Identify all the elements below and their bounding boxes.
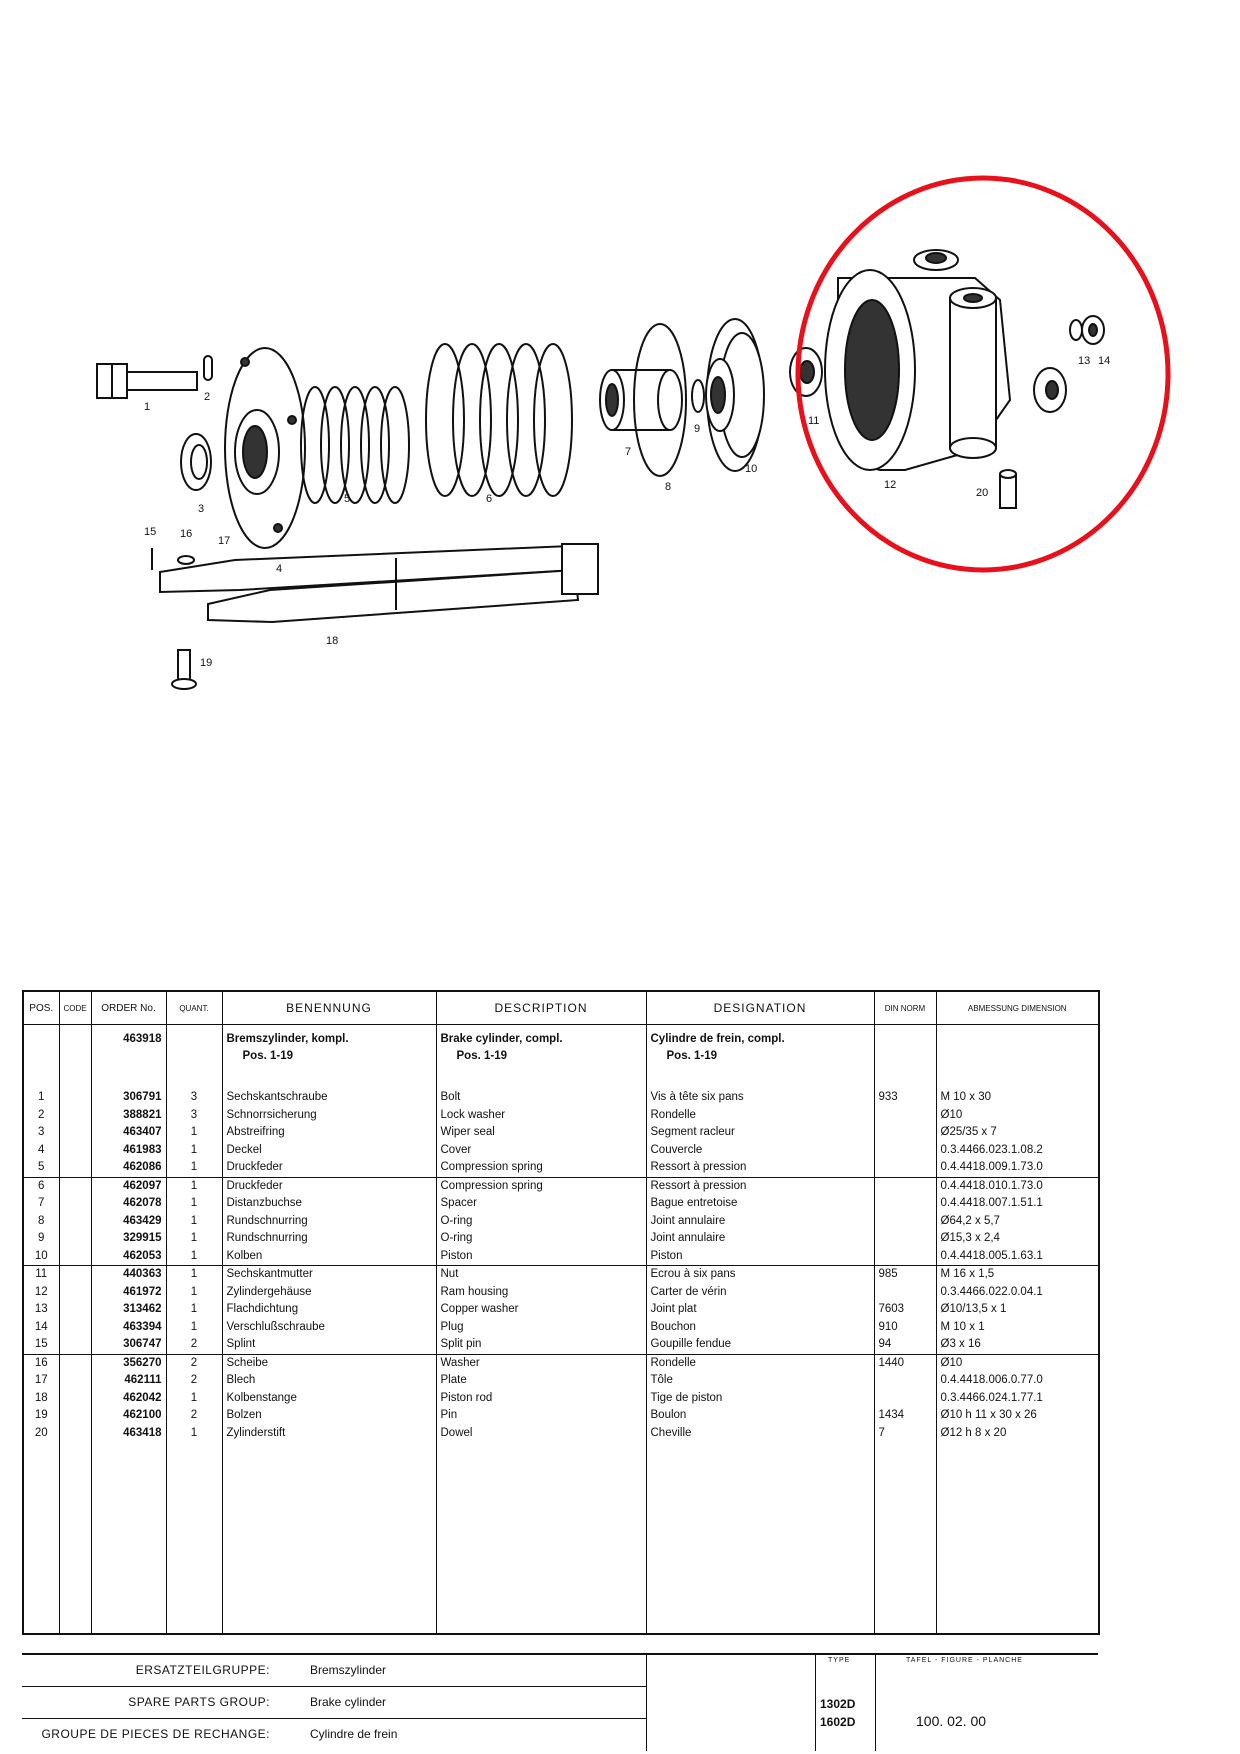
- dimension-cell: Ø10/13,5 x 1: [936, 1301, 1099, 1319]
- order-no-cell: 461983: [91, 1142, 166, 1160]
- table-header-row: [23, 991, 1099, 1025]
- din-cell: [874, 1142, 936, 1160]
- designation-cell: Piston: [646, 1248, 874, 1266]
- order-no-cell: 463394: [91, 1319, 166, 1337]
- footer-block: [22, 1653, 1098, 1751]
- benennung-cell: Zylindergehäuse: [222, 1284, 436, 1302]
- code-cell: [59, 1177, 91, 1195]
- din-cell: [874, 1390, 936, 1408]
- designation-cell: Bouchon: [646, 1319, 874, 1337]
- order-no-cell: 463407: [91, 1124, 166, 1142]
- order-no-cell: 313462: [91, 1301, 166, 1319]
- description-cell: Washer: [436, 1354, 646, 1372]
- table-row: [23, 1124, 1099, 1142]
- quantity-cell: 1: [166, 1177, 222, 1195]
- pos-cell: 20: [23, 1425, 59, 1443]
- pos-cell: 16: [23, 1354, 59, 1372]
- table-row: [23, 1336, 1099, 1354]
- code-cell: [59, 1107, 91, 1125]
- pos-cell: 13: [23, 1301, 59, 1319]
- benennung-cell: Sechskantmutter: [222, 1266, 436, 1284]
- din-cell: [874, 1107, 936, 1125]
- table-filler-row: [23, 1442, 1099, 1634]
- callout-label: 9: [694, 423, 701, 435]
- dimension-cell: 0.4.4418.007.1.51.1: [936, 1195, 1099, 1213]
- callout-label: 14: [1098, 355, 1111, 367]
- pos-cell: 7: [23, 1195, 59, 1213]
- description-cell: Pin: [436, 1407, 646, 1425]
- spare-parts-group-value-en: Brake cylinder: [310, 1695, 387, 1709]
- table-row: [23, 1372, 1099, 1390]
- benennung-cell: Druckfeder: [222, 1159, 436, 1177]
- order-no-cell: 462111: [91, 1372, 166, 1390]
- pos-cell: 14: [23, 1319, 59, 1337]
- description-cell: Ram housing: [436, 1284, 646, 1302]
- order-no-cell: 356270: [91, 1354, 166, 1372]
- copper-washer-part-13: [1070, 320, 1082, 340]
- dimension-cell: Ø3 x 16: [936, 1336, 1099, 1354]
- code-cell: [59, 1354, 91, 1372]
- dimension-cell: 0.3.4466.024.1.77.1: [936, 1390, 1099, 1408]
- benennung-cell: Schnorrsicherung: [222, 1107, 436, 1125]
- pos-cell: 5: [23, 1159, 59, 1177]
- plug-part-14: [1082, 316, 1104, 344]
- quantity-cell: 1: [166, 1425, 222, 1443]
- description-cell: O-ring: [436, 1230, 646, 1248]
- table-row: [23, 1177, 1099, 1195]
- dimension-cell: 0.4.4418.005.1.63.1: [936, 1248, 1099, 1266]
- code-cell: [59, 1159, 91, 1177]
- designation-cell: Goupille fendue: [646, 1336, 874, 1354]
- compression-spring-part-5: [301, 387, 409, 503]
- designation-cell: Vis à tête six pans: [646, 1089, 874, 1107]
- pos-cell: 15: [23, 1336, 59, 1354]
- quantity-cell: 3: [166, 1107, 222, 1125]
- callout-label: 15: [144, 526, 157, 538]
- o-ring-part-9: [692, 380, 704, 412]
- spare-parts-group-label-fr: GROUPE DE PIECES DE RECHANGE:: [41, 1727, 270, 1741]
- quantity-cell: 1: [166, 1213, 222, 1231]
- designation-cell: Rondelle: [646, 1107, 874, 1125]
- pos-cell: 18: [23, 1390, 59, 1408]
- spare-parts-group-value-fr: Cylindre de frein: [310, 1727, 398, 1741]
- order-no-cell: 462097: [91, 1177, 166, 1195]
- col-pos-header: POS.: [23, 991, 59, 1025]
- benennung-cell: Zylinderstift: [222, 1425, 436, 1443]
- code-cell: [59, 1266, 91, 1284]
- order-no-cell: 463418: [91, 1425, 166, 1443]
- type-label: TYPE: [828, 1657, 851, 1664]
- dimension-cell: 0.4.4418.006.0.77.0: [936, 1372, 1099, 1390]
- order-no-cell: 462042: [91, 1390, 166, 1408]
- quantity-cell: 1: [166, 1284, 222, 1302]
- quantity-cell: 1: [166, 1248, 222, 1266]
- pos-cell: 3: [23, 1124, 59, 1142]
- order-no-cell: 462078: [91, 1195, 166, 1213]
- plate-value: 100. 02. 00: [916, 1713, 987, 1729]
- quantity-cell: 1: [166, 1159, 222, 1177]
- callout-label: 5: [344, 493, 351, 505]
- assembly-pos-range: Pos. 1-19: [456, 1050, 507, 1062]
- description-cell: O-ring: [436, 1213, 646, 1231]
- table-row: [23, 1248, 1099, 1266]
- designation-cell: Segment racleur: [646, 1124, 874, 1142]
- col-order-header: ORDER No.: [91, 991, 166, 1025]
- benennung-cell: Abstreifring: [222, 1124, 436, 1142]
- dimension-cell: 0.3.4466.022.0.04.1: [936, 1284, 1099, 1302]
- col-dimension-header: ABMESSUNG DIMENSION: [936, 991, 1099, 1025]
- din-cell: [874, 1177, 936, 1195]
- code-cell: [59, 1195, 91, 1213]
- code-cell: [59, 1124, 91, 1142]
- din-cell: 94: [874, 1336, 936, 1354]
- code-cell: [59, 1390, 91, 1408]
- assembly-row: [23, 1025, 1099, 1090]
- order-no-cell: 462100: [91, 1407, 166, 1425]
- callout-label: 16: [180, 528, 193, 540]
- din-cell: [874, 1159, 936, 1177]
- quantity-cell: 2: [166, 1372, 222, 1390]
- code-cell: [59, 1089, 91, 1107]
- quantity-cell: 1: [166, 1390, 222, 1408]
- compression-spring-part-6: [426, 344, 572, 496]
- din-cell: 7: [874, 1425, 936, 1443]
- callout-label: 2: [204, 391, 211, 403]
- description-cell: Compression spring: [436, 1177, 646, 1195]
- din-cell: 910: [874, 1319, 936, 1337]
- benennung-cell: Sechskantschraube: [222, 1089, 436, 1107]
- benennung-cell: Distanzbuchse: [222, 1195, 436, 1213]
- description-cell: Piston: [436, 1248, 646, 1266]
- code-cell: [59, 1336, 91, 1354]
- description-cell: Plate: [436, 1372, 646, 1390]
- assembly-order-no: 463918: [91, 1025, 166, 1090]
- table-row: [23, 1319, 1099, 1337]
- type-value-2: 1602D: [820, 1715, 856, 1729]
- designation-cell: Ressort à pression: [646, 1177, 874, 1195]
- spare-parts-group-label-de: ERSATZTEILGRUPPE:: [135, 1663, 270, 1677]
- cover-part-4: [225, 348, 305, 548]
- code-cell: [59, 1284, 91, 1302]
- bolt-part-1: [97, 364, 197, 398]
- dowel-part-20: [1000, 470, 1016, 508]
- designation-cell: Tôle: [646, 1372, 874, 1390]
- callout-label: 7: [625, 446, 632, 458]
- designation-cell: Ressort à pression: [646, 1159, 874, 1177]
- pos-cell: 12: [23, 1284, 59, 1302]
- ram-housing-part-12: [825, 250, 1066, 470]
- table-row: [23, 1354, 1099, 1372]
- benennung-cell: Rundschnurring: [222, 1213, 436, 1231]
- designation-cell: Bague entretoise: [646, 1195, 874, 1213]
- dimension-cell: 0.4.4418.009.1.73.0: [936, 1159, 1099, 1177]
- dimension-cell: Ø10: [936, 1354, 1099, 1372]
- din-cell: 1440: [874, 1354, 936, 1372]
- pin-part-19: [172, 650, 196, 689]
- code-cell: [59, 1142, 91, 1160]
- order-no-cell: 440363: [91, 1266, 166, 1284]
- callout-label: 11: [808, 415, 820, 427]
- table-row: [23, 1159, 1099, 1177]
- quantity-cell: 1: [166, 1266, 222, 1284]
- lock-washer-part-2: [204, 356, 212, 380]
- quantity-cell: 1: [166, 1142, 222, 1160]
- designation-cell: Ecrou à six pans: [646, 1266, 874, 1284]
- callout-label: 6: [486, 493, 493, 505]
- footer-row-de: [22, 1655, 646, 1687]
- designation-cell: Joint annulaire: [646, 1213, 874, 1231]
- designation-cell: Boulon: [646, 1407, 874, 1425]
- exploded-diagram: [0, 0, 1240, 760]
- description-cell: Cover: [436, 1142, 646, 1160]
- footer-row-fr: [22, 1719, 646, 1750]
- dimension-cell: Ø25/35 x 7: [936, 1124, 1099, 1142]
- table-row: [23, 1089, 1099, 1107]
- din-cell: [874, 1213, 936, 1231]
- designation-cell: Joint annulaire: [646, 1230, 874, 1248]
- dimension-cell: Ø10 h 11 x 30 x 26: [936, 1407, 1099, 1425]
- din-cell: [874, 1195, 936, 1213]
- description-cell: Piston rod: [436, 1390, 646, 1408]
- quantity-cell: 1: [166, 1301, 222, 1319]
- description-cell: Wiper seal: [436, 1124, 646, 1142]
- wiper-seal-part-3: [181, 434, 211, 490]
- description-cell: Copper washer: [436, 1301, 646, 1319]
- col-benennung-header: BENENNUNG: [222, 991, 436, 1025]
- order-no-cell: 306791: [91, 1089, 166, 1107]
- pos-cell: 1: [23, 1089, 59, 1107]
- benennung-cell: Druckfeder: [222, 1177, 436, 1195]
- din-cell: 933: [874, 1089, 936, 1107]
- spacer-part-7: [600, 370, 682, 430]
- designation-cell: Joint plat: [646, 1301, 874, 1319]
- quantity-cell: 1: [166, 1319, 222, 1337]
- col-description-header: DESCRIPTION: [436, 991, 646, 1025]
- din-cell: 985: [874, 1266, 936, 1284]
- description-cell: Lock washer: [436, 1107, 646, 1125]
- parts-table: [22, 990, 1100, 1635]
- assembly-pos-range: Pos. 1-19: [666, 1050, 717, 1062]
- pos-cell: 2: [23, 1107, 59, 1125]
- benennung-cell: Deckel: [222, 1142, 436, 1160]
- table-row: [23, 1213, 1099, 1231]
- table-row: [23, 1301, 1099, 1319]
- quantity-cell: 1: [166, 1230, 222, 1248]
- din-cell: [874, 1284, 936, 1302]
- type-box: [815, 1655, 876, 1751]
- pos-cell: 4: [23, 1142, 59, 1160]
- quantity-cell: 1: [166, 1195, 222, 1213]
- description-cell: Spacer: [436, 1195, 646, 1213]
- pos-cell: 9: [23, 1230, 59, 1248]
- table-row: [23, 1142, 1099, 1160]
- table-row: [23, 1390, 1099, 1408]
- din-cell: [874, 1372, 936, 1390]
- benennung-cell: Bolzen: [222, 1407, 436, 1425]
- benennung-cell: Verschlußschraube: [222, 1319, 436, 1337]
- quantity-cell: 3: [166, 1089, 222, 1107]
- washer-part-16: [178, 556, 194, 564]
- din-cell: 7603: [874, 1301, 936, 1319]
- callout-label: 19: [200, 657, 213, 669]
- callout-label: 20: [976, 487, 989, 499]
- din-cell: [874, 1248, 936, 1266]
- assembly-benennung: Bremszylinder, kompl.: [226, 1033, 349, 1045]
- order-no-cell: 329915: [91, 1230, 166, 1248]
- callout-label: 12: [884, 479, 897, 491]
- quantity-cell: 2: [166, 1354, 222, 1372]
- dimension-cell: Ø15,3 x 2,4: [936, 1230, 1099, 1248]
- callout-label: 10: [745, 463, 758, 475]
- plate-box: [875, 1655, 1098, 1751]
- code-cell: [59, 1319, 91, 1337]
- description-cell: Nut: [436, 1266, 646, 1284]
- pos-cell: 10: [23, 1248, 59, 1266]
- nut-part-11: [790, 348, 822, 396]
- designation-cell: Cheville: [646, 1425, 874, 1443]
- col-code-header: CODE: [59, 991, 91, 1025]
- callout-label: 4: [276, 563, 283, 575]
- benennung-cell: Rundschnurring: [222, 1230, 436, 1248]
- dimension-cell: Ø64,2 x 5,7: [936, 1213, 1099, 1231]
- order-no-cell: 306747: [91, 1336, 166, 1354]
- code-cell: [59, 1230, 91, 1248]
- col-din-header: DIN NORM: [874, 991, 936, 1025]
- code-cell: [59, 1372, 91, 1390]
- order-no-cell: 461972: [91, 1284, 166, 1302]
- din-cell: [874, 1230, 936, 1248]
- callout-label: 3: [198, 503, 205, 515]
- assembly-designation: Cylindre de frein, compl.: [650, 1033, 785, 1045]
- dimension-cell: M 10 x 1: [936, 1319, 1099, 1337]
- callout-label: 1: [144, 401, 151, 413]
- code-cell: [59, 1301, 91, 1319]
- dimension-cell: Ø12 h 8 x 20: [936, 1425, 1099, 1443]
- din-cell: [874, 1124, 936, 1142]
- quantity-cell: 2: [166, 1336, 222, 1354]
- callout-label: 13: [1078, 355, 1091, 367]
- designation-cell: Carter de vérin: [646, 1284, 874, 1302]
- benennung-cell: Flachdichtung: [222, 1301, 436, 1319]
- order-no-cell: 462086: [91, 1159, 166, 1177]
- order-no-cell: 388821: [91, 1107, 166, 1125]
- description-cell: Compression spring: [436, 1159, 646, 1177]
- col-designation-header: DESIGNATION: [646, 991, 874, 1025]
- description-cell: Dowel: [436, 1425, 646, 1443]
- benennung-cell: Scheibe: [222, 1354, 436, 1372]
- footer-row-en: [22, 1687, 646, 1719]
- table-row: [23, 1266, 1099, 1284]
- order-no-cell: 463429: [91, 1213, 166, 1231]
- pos-cell: 19: [23, 1407, 59, 1425]
- dimension-cell: 0.4.4418.010.1.73.0: [936, 1177, 1099, 1195]
- assembly-description: Brake cylinder, compl.: [440, 1033, 563, 1045]
- quantity-cell: 2: [166, 1407, 222, 1425]
- dimension-cell: 0.3.4466.023.1.08.2: [936, 1142, 1099, 1160]
- code-cell: [59, 1407, 91, 1425]
- description-cell: Bolt: [436, 1089, 646, 1107]
- pos-cell: 11: [23, 1266, 59, 1284]
- designation-cell: Couvercle: [646, 1142, 874, 1160]
- assembly-pos-range: Pos. 1-19: [242, 1050, 293, 1062]
- dimension-cell: M 16 x 1,5: [936, 1266, 1099, 1284]
- description-cell: Plug: [436, 1319, 646, 1337]
- col-quant-header: QUANT.: [166, 991, 222, 1025]
- callout-label: 18: [326, 635, 339, 647]
- callout-label: 17: [218, 535, 231, 547]
- designation-cell: Rondelle: [646, 1354, 874, 1372]
- code-cell: [59, 1248, 91, 1266]
- spare-parts-group-label-en: SPARE PARTS GROUP:: [128, 1695, 270, 1709]
- quantity-cell: 1: [166, 1124, 222, 1142]
- benennung-cell: Kolbenstange: [222, 1390, 436, 1408]
- designation-cell: Tige de piston: [646, 1390, 874, 1408]
- callout-label: 8: [665, 481, 672, 493]
- benennung-cell: Blech: [222, 1372, 436, 1390]
- table-row: [23, 1407, 1099, 1425]
- table-row: [23, 1425, 1099, 1443]
- table-row: [23, 1107, 1099, 1125]
- plate-label: TAFEL - FIGURE - PLANCHE: [906, 1657, 1023, 1664]
- code-cell: [59, 1425, 91, 1443]
- table-row: [23, 1284, 1099, 1302]
- dimension-cell: M 10 x 30: [936, 1089, 1099, 1107]
- type-value-1: 1302D: [820, 1697, 856, 1711]
- piston-part-10: [706, 319, 764, 471]
- pos-cell: 6: [23, 1177, 59, 1195]
- code-cell: [59, 1213, 91, 1231]
- benennung-cell: Kolben: [222, 1248, 436, 1266]
- table-row: [23, 1230, 1099, 1248]
- benennung-cell: Splint: [222, 1336, 436, 1354]
- description-cell: Split pin: [436, 1336, 646, 1354]
- pos-cell: 8: [23, 1213, 59, 1231]
- pos-cell: 17: [23, 1372, 59, 1390]
- din-cell: 1434: [874, 1407, 936, 1425]
- piston-rod-part-18: [160, 544, 598, 622]
- table-row: [23, 1195, 1099, 1213]
- spare-parts-group-value-de: Bremszylinder: [310, 1663, 387, 1677]
- order-no-cell: 462053: [91, 1248, 166, 1266]
- dimension-cell: Ø10: [936, 1107, 1099, 1125]
